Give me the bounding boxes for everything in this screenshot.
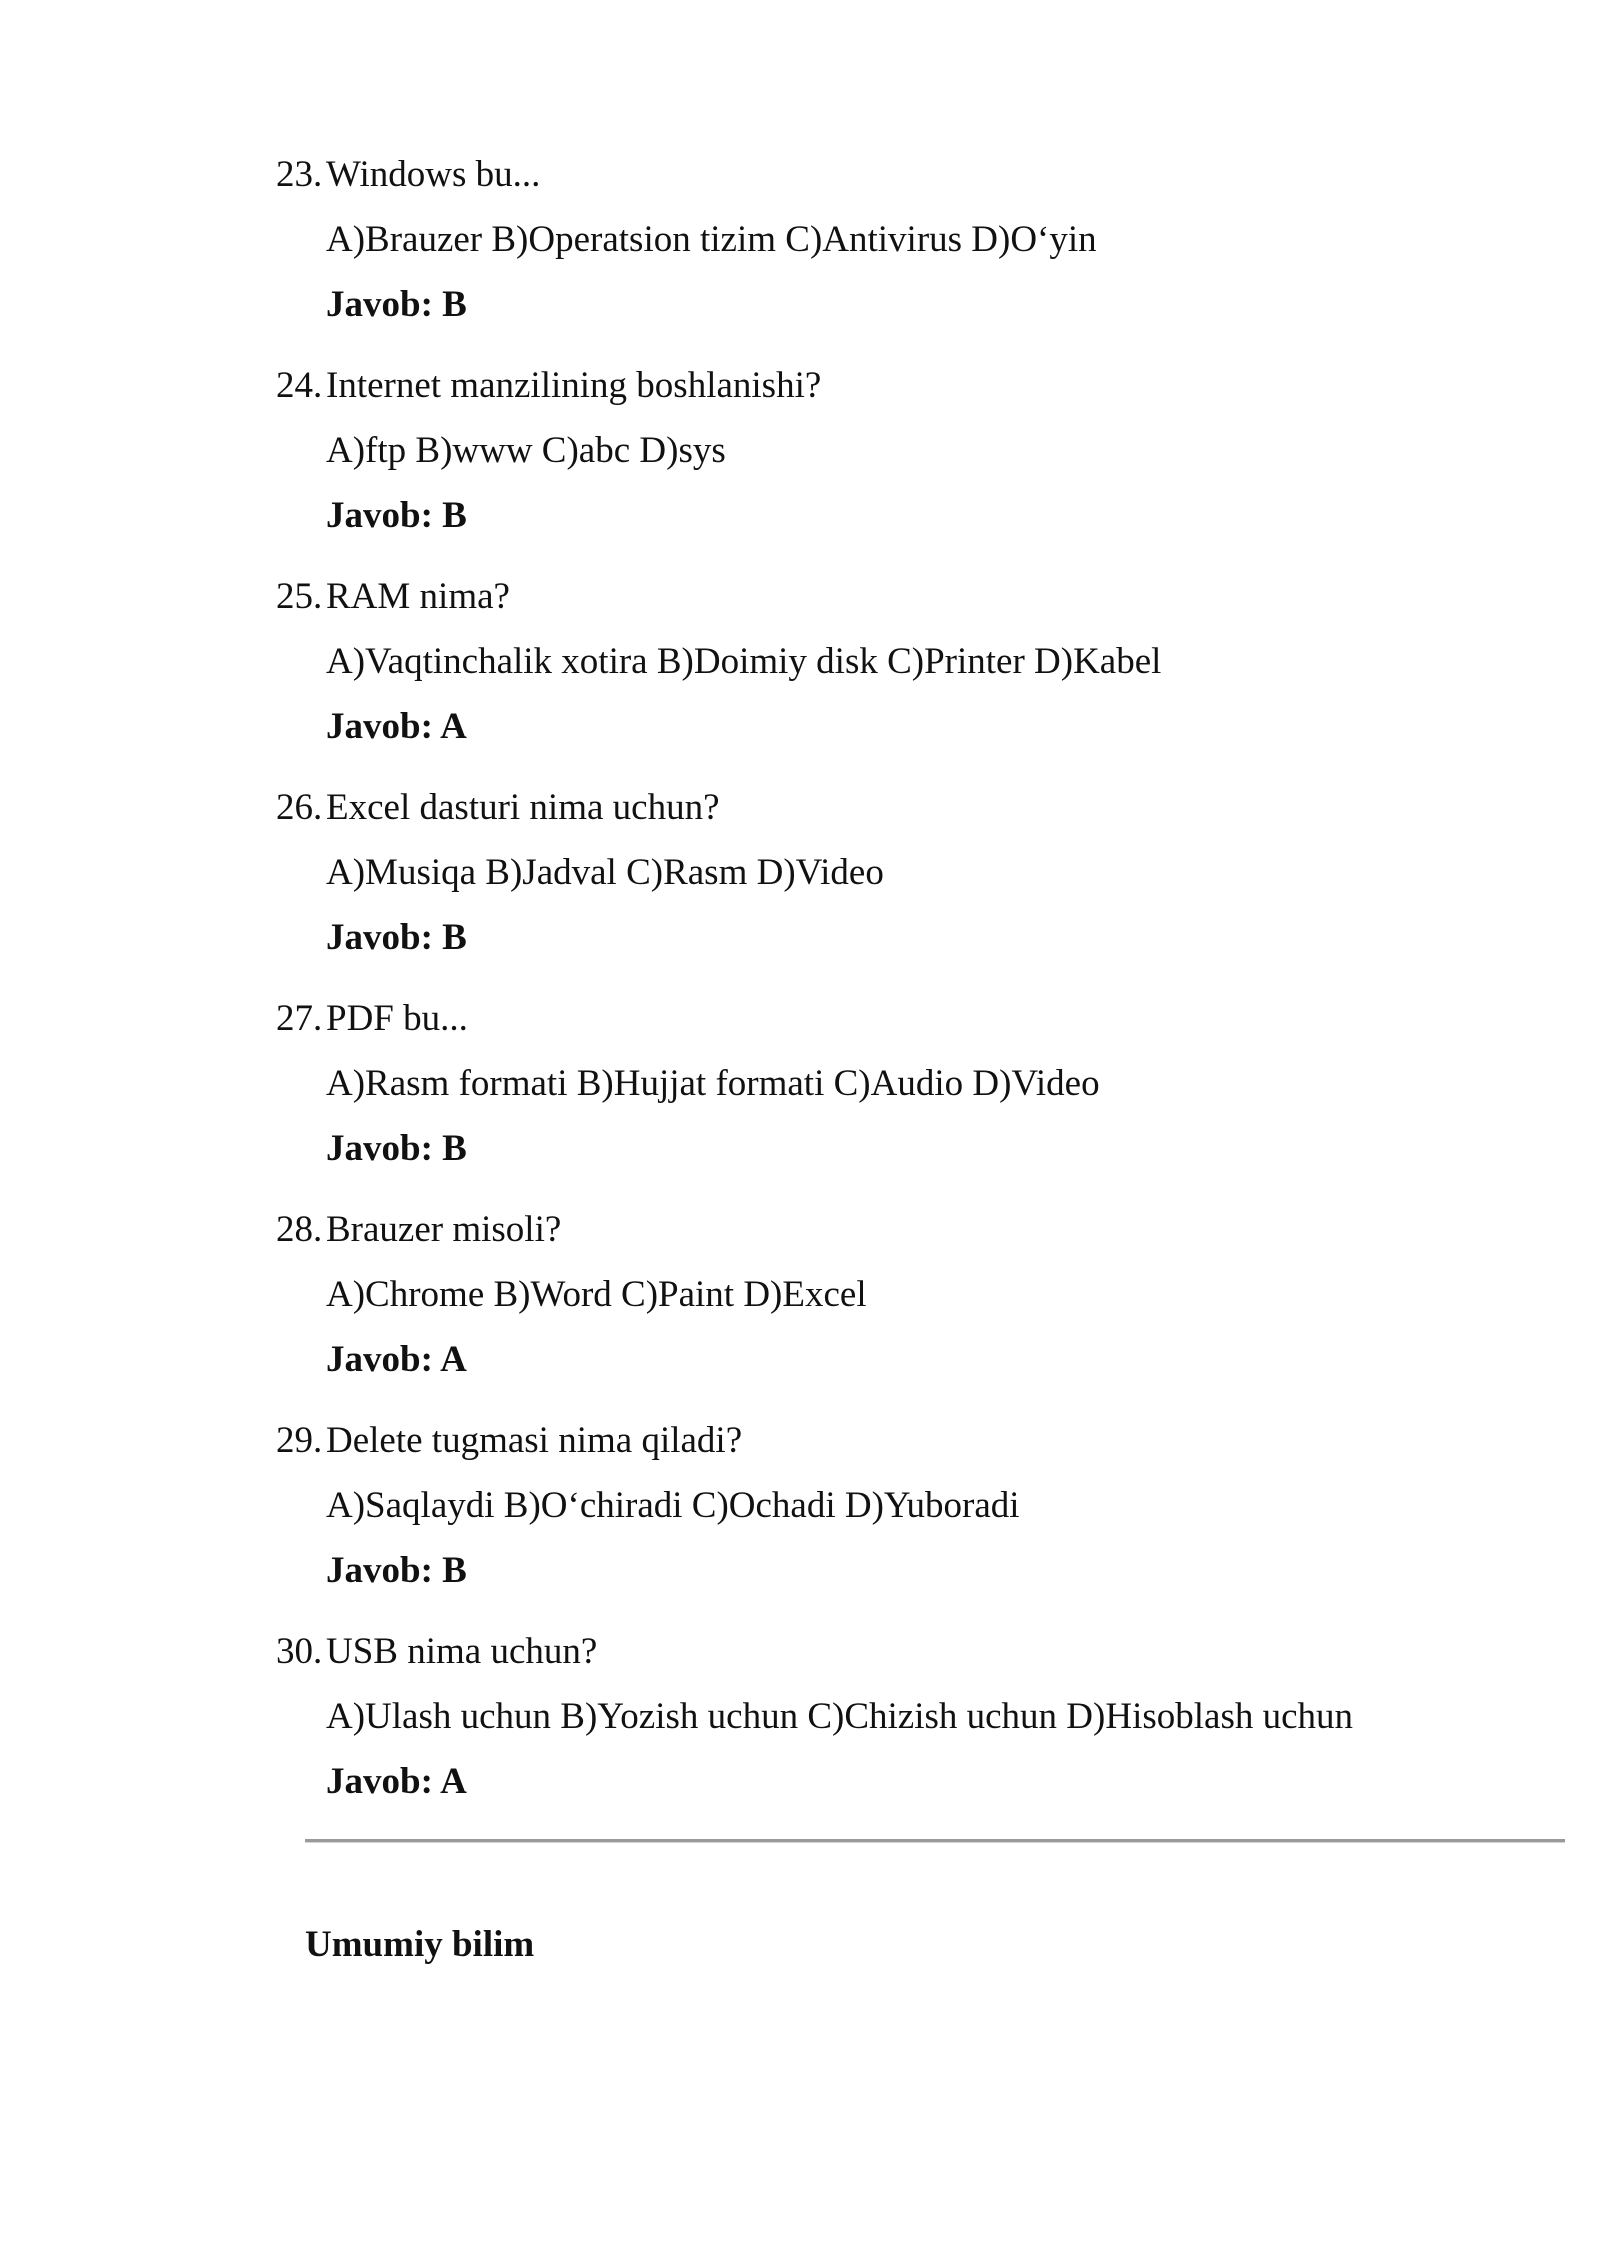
question-number: 30.	[276, 1631, 323, 1672]
question-text: Brauzer misoli?	[326, 1209, 562, 1250]
question-text: Windows bu...	[326, 154, 541, 195]
answer-options: A)Saqlaydi B)O‘chiradi C)Ochadi D)Yuboradi	[326, 1485, 1020, 1526]
answer-prefix: Javob:	[326, 495, 433, 536]
question-item	[276, 783, 1556, 994]
answer-prefix: Javob:	[326, 1761, 433, 1802]
answer-letter: B	[442, 917, 467, 958]
question-text: Excel dasturi nima uchun?	[326, 787, 720, 828]
question-line	[276, 1205, 561, 1255]
question-number: 26.	[276, 787, 323, 828]
question-item	[276, 1205, 1556, 1416]
question-text: RAM nima?	[326, 576, 510, 617]
correct-answer	[326, 1335, 467, 1385]
correct-answer	[326, 280, 467, 330]
question-line	[276, 783, 720, 833]
question-item	[276, 572, 1556, 783]
question-number: 23.	[276, 154, 323, 195]
question-number: 27.	[276, 998, 323, 1039]
answer-letter: A	[440, 1761, 467, 1802]
question-line	[276, 1416, 742, 1466]
answer-options: A)Brauzer B)Operatsion tizim C)Antivirus D)O‘yin	[326, 219, 1097, 260]
question-text: PDF bu...	[326, 998, 468, 1039]
question-line	[276, 361, 821, 411]
question-line	[276, 572, 510, 622]
answer-prefix: Javob:	[326, 917, 433, 958]
question-number: 24.	[276, 365, 323, 406]
correct-answer	[326, 913, 467, 963]
answer-prefix: Javob:	[326, 1339, 433, 1380]
answer-letter: B	[442, 495, 467, 536]
question-number: 29.	[276, 1420, 323, 1461]
answer-letter: B	[442, 284, 467, 325]
answer-prefix: Javob:	[326, 706, 433, 747]
answer-prefix: Javob:	[326, 1128, 433, 1169]
question-item	[276, 1416, 1556, 1627]
answer-letter: A	[440, 706, 467, 747]
answer-letter: B	[442, 1550, 467, 1591]
question-item	[276, 1627, 1556, 1838]
correct-answer	[326, 1546, 467, 1596]
question-number: 25.	[276, 576, 323, 617]
answer-letter: A	[440, 1339, 467, 1380]
answer-options: A)ftp B)www C)abc D)sys	[326, 430, 726, 471]
answer-prefix: Javob:	[326, 284, 433, 325]
answer-options: A)Ulash uchun B)Yozish uchun C)Chizish uchun D)Hisoblash uchun	[326, 1696, 1354, 1737]
question-text: Delete tugmasi nima qiladi?	[326, 1420, 743, 1461]
question-line	[276, 1627, 597, 1677]
question-item	[276, 994, 1556, 1205]
question-item	[276, 361, 1556, 572]
question-text: Internet manzilining boshlanishi?	[326, 365, 822, 406]
answer-options: A)Vaqtinchalik xotira B)Doimiy disk C)Printer D)Kabel	[326, 641, 1162, 682]
answer-letter: B	[442, 1128, 467, 1169]
answer-prefix: Javob:	[326, 1550, 433, 1591]
correct-answer	[326, 491, 467, 541]
answer-options: A)Musiqa B)Jadval C)Rasm D)Video	[326, 852, 884, 893]
answer-options: A)Chrome B)Word C)Paint D)Excel	[326, 1274, 867, 1315]
question-line	[276, 150, 540, 200]
correct-answer	[326, 1124, 467, 1174]
question-number: 28.	[276, 1209, 323, 1250]
correct-answer	[326, 702, 467, 752]
correct-answer	[326, 1757, 467, 1807]
answer-options: A)Rasm formati B)Hujjat formati C)Audio D)Video	[326, 1063, 1100, 1104]
question-item	[276, 150, 1556, 361]
question-list	[276, 150, 1556, 1838]
question-text: USB nima uchun?	[326, 1631, 598, 1672]
section-heading: Umumiy bilim	[305, 1924, 535, 1965]
question-line	[276, 994, 468, 1044]
horizontal-divider	[305, 1839, 1565, 1843]
